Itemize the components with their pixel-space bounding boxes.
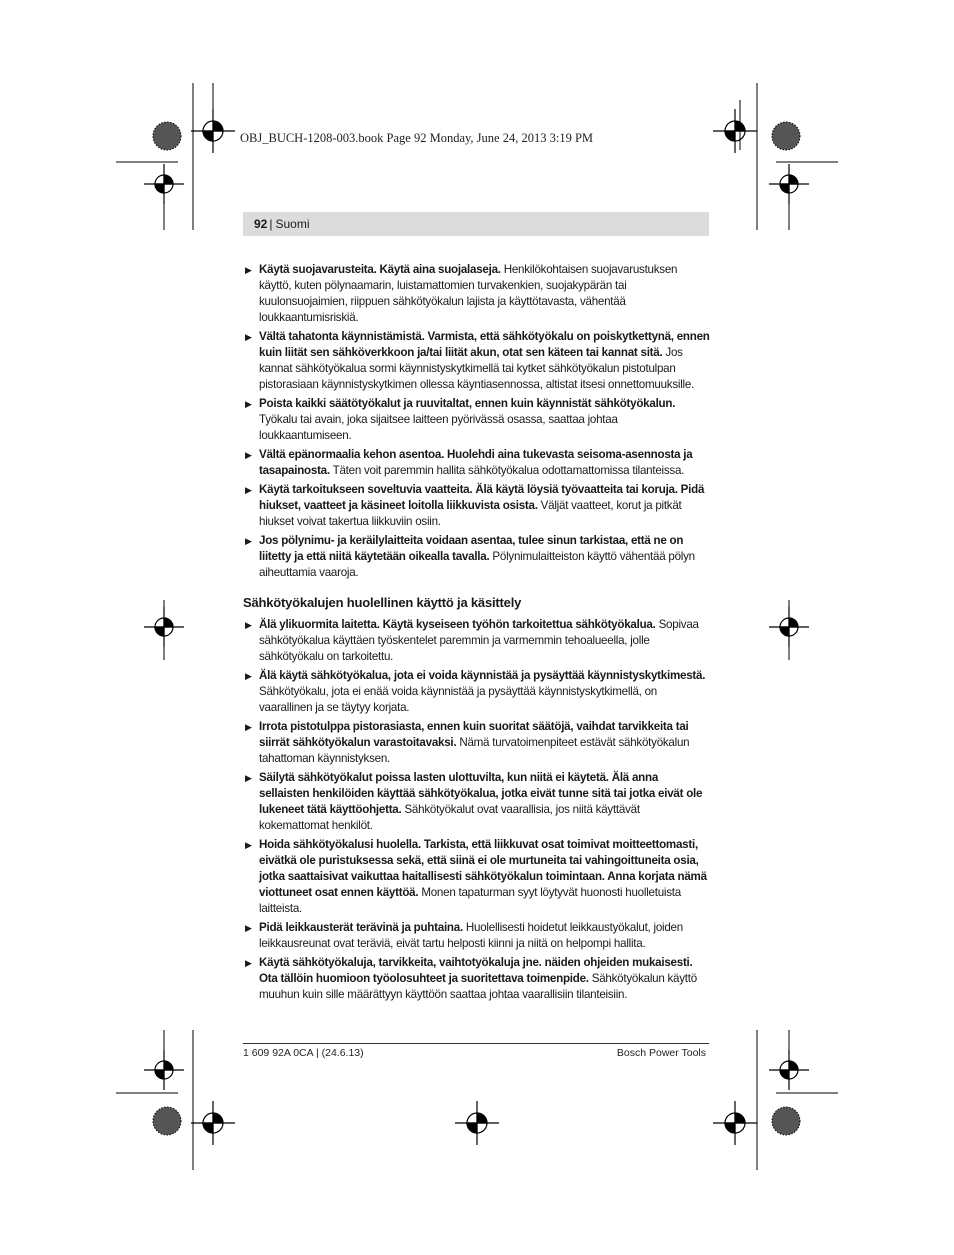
item-bold-text: Pidä leikkausterät terävinä ja puhtaina. xyxy=(259,921,463,934)
item-bold-text: Jos pölynimu- ja keräilylaitteita voidaan asentaa, tulee sinun tarkistaa, että ne on liitetty ja että niitä käytetään oikealla tavalla. xyxy=(259,534,684,563)
main-content xyxy=(243,262,710,1006)
item-bold-text: Säilytä sähkötyökalut poissa lasten ulottuvilta, kun niitä ei käytetä. Älä anna sellaisten henkilöiden käyttää sähkötyökalua, jotka eivät tunne sitä tai jotka eivät ole lukeneet tätä käyttöohjetta. xyxy=(259,771,703,816)
item-body-text: Jos kannat sähkötyökalua sormi käynnistyskytkimellä tai kytket sähkötyökalun pistotulpan pistorasiaan käynnistyskytkimen ollessa käyntiasennossa, altistat itsesi onnettomuuksille. xyxy=(259,346,695,391)
item-body-text: Sopivaa sähkötyökalua käyttäen työskentelet paremmin ja varmemmin tehoalueella, jolle sähkötyökalu on tarkoitettu. xyxy=(259,618,699,663)
bullet-arrow-icon: ▶ xyxy=(245,671,252,681)
item-bold-text: Älä käytä sähkötyökalua, jota ei voida käynnistää ja pysäyttää käynnistyskytkimestä. xyxy=(259,669,706,682)
item-body-text: Nämä turvatoimenpiteet estävät sähkötyökalun tahattoman käynnistyksen. xyxy=(259,736,690,765)
list-item xyxy=(243,955,710,1003)
section-title: Sähkötyökalujen huolellinen käyttö ja käsittely xyxy=(243,595,522,610)
bullet-arrow-icon: ▶ xyxy=(245,958,252,968)
bullet-arrow-icon: ▶ xyxy=(245,399,252,409)
page-number: 92 xyxy=(254,217,268,231)
list-item xyxy=(243,770,710,834)
item-body-text: Työkalu tai avain, joka sijaitsee laitteen pyörivässä osassa, saattaa johtaa loukkaantumiseen. xyxy=(259,413,618,442)
item-bold-text: Irrota pistotulppa pistorasiasta, ennen kuin suoritat säätöjä, vaihdat tarvikkeita tai siirrät sähkötyökalun varastoitavaksi. xyxy=(259,720,689,749)
footer-doc-number: 1 609 92A 0CA | (24.6.13) xyxy=(243,1047,364,1059)
bullet-arrow-icon: ▶ xyxy=(245,620,252,630)
item-body-text: Huolellisesti hoidetut leikkaustyökalut, joiden leikkausreunat ovat teräviä, eivät tartu helposti kiinni ja niitä on helpompi hallita. xyxy=(259,921,683,950)
bullet-arrow-icon: ▶ xyxy=(245,536,252,546)
safety-list-personal xyxy=(243,262,710,581)
item-body-text: Täten voit paremmin hallita sähkötyökalua odottamattomissa tilanteissa. xyxy=(329,464,685,477)
bullet-arrow-icon: ▶ xyxy=(245,840,252,850)
page-header xyxy=(243,212,709,236)
header-language: Suomi xyxy=(275,217,310,231)
item-bold-text: Vältä tahatonta käynnistämistä. Varmista, että sähkötyökalu on poiskytkettynä, ennen kuin liität sen sähköverkkoon ja/tai liität akun, otat sen käteen tai kannat sitä. xyxy=(259,330,710,359)
item-bold-text: Älä ylikuormita laitetta. Käytä kyseiseen työhön tarkoitettua sähkötyökalua. xyxy=(259,618,656,631)
list-item xyxy=(243,668,710,716)
item-body-text: Henkilökohtaisen suojavarustuksen käyttö, kuten pölynaamarin, luistamattomien turvakenkien, suojakypärän tai kuulonsuojaimien, riippuen sähkötyökalun lajista ja käyttötavasta, vähentää loukkaantumisriskiä. xyxy=(259,263,678,324)
list-item xyxy=(243,262,710,326)
footer-rule xyxy=(243,1043,709,1044)
bullet-arrow-icon: ▶ xyxy=(245,722,252,732)
list-item xyxy=(243,617,710,665)
list-item xyxy=(243,447,710,479)
bullet-arrow-icon: ▶ xyxy=(245,450,252,460)
bullet-arrow-icon: ▶ xyxy=(245,485,252,495)
list-item xyxy=(243,920,710,952)
item-bold-text: Hoida sähkötyökalusi huolella. Tarkista, että liikkuvat osat toimivat moitteettomasti, eivätkä ole puristuksessa sekä, että siinä ei ole murtuneita tai vahingoittuneita osia, jotka saattaisivat vaikuttaa haitallisesti sähkötyökalun toimintaan. Anna korjata nämä viottuneet osat ennen käyttöä. xyxy=(259,838,707,899)
header-separator: | xyxy=(269,217,273,231)
item-body-text: Monen tapaturman syyt löytyvät huonosti huolletuista laitteista. xyxy=(259,886,681,915)
item-body-text: Väljät vaatteet, korut ja pitkät hiukset voivat takertua liikkuviin osiin. xyxy=(259,499,682,528)
item-bold-text: Käytä sähkötyökaluja, tarvikkeita, vaihtotyökaluja jne. näiden ohjeiden mukaisesti. Ota tällöin huomioon työolosuhteet ja suoritettava toimenpide. xyxy=(259,956,693,985)
list-item xyxy=(243,482,710,530)
item-body-text: Pölynimulaitteiston käyttö vähentää pölyn aiheuttamia vaaroja. xyxy=(259,550,695,579)
item-bold-text: Käytä suojavarusteita. Käytä aina suojalaseja. xyxy=(259,263,501,276)
safety-list-tool-use xyxy=(243,617,710,1003)
item-body-text: Sähkötyökalun käyttö muuhun kuin sille määrättyyn käyttöön saattaa johtaa vaarallisiin tilanteisiin. xyxy=(259,972,697,1001)
bullet-arrow-icon: ▶ xyxy=(245,773,252,783)
footer-brand: Bosch Power Tools xyxy=(616,1047,706,1059)
bullet-arrow-icon: ▶ xyxy=(245,923,252,933)
print-info-slug: OBJ_BUCH-1208-003.book Page 92 Monday, June 24, 2013 3:19 PM xyxy=(240,131,594,145)
item-bold-text: Poista kaikki säätötyökalut ja ruuvitaltat, ennen kuin käynnistät sähkötyökalun. xyxy=(259,397,676,410)
item-body-text: Sähkötyökalut ovat vaarallisia, jos niitä käyttävät kokemattomat henkilöt. xyxy=(259,803,640,832)
list-item xyxy=(243,533,710,581)
item-bold-text: Käytä tarkoitukseen soveltuvia vaatteita. Älä käytä löysiä työvaatteita tai koruja. Pidä hiukset, vaatteet ja käsineet loitolla liikkuvista osista. xyxy=(259,483,705,512)
bullet-arrow-icon: ▶ xyxy=(245,265,252,275)
list-item xyxy=(243,837,710,917)
bullet-arrow-icon: ▶ xyxy=(245,332,252,342)
list-item xyxy=(243,329,710,393)
list-item xyxy=(243,719,710,767)
item-bold-text: Vältä epänormaalia kehon asentoa. Huolehdi aina tukevasta seisoma-asennosta ja tasapainosta. xyxy=(259,448,693,477)
item-body-text: Sähkötyökalu, jota ei enää voida käynnistää ja pysäyttää käynnistyskytkimellä, on vaarallinen ja se täytyy korjata. xyxy=(259,685,658,714)
list-item xyxy=(243,396,710,444)
